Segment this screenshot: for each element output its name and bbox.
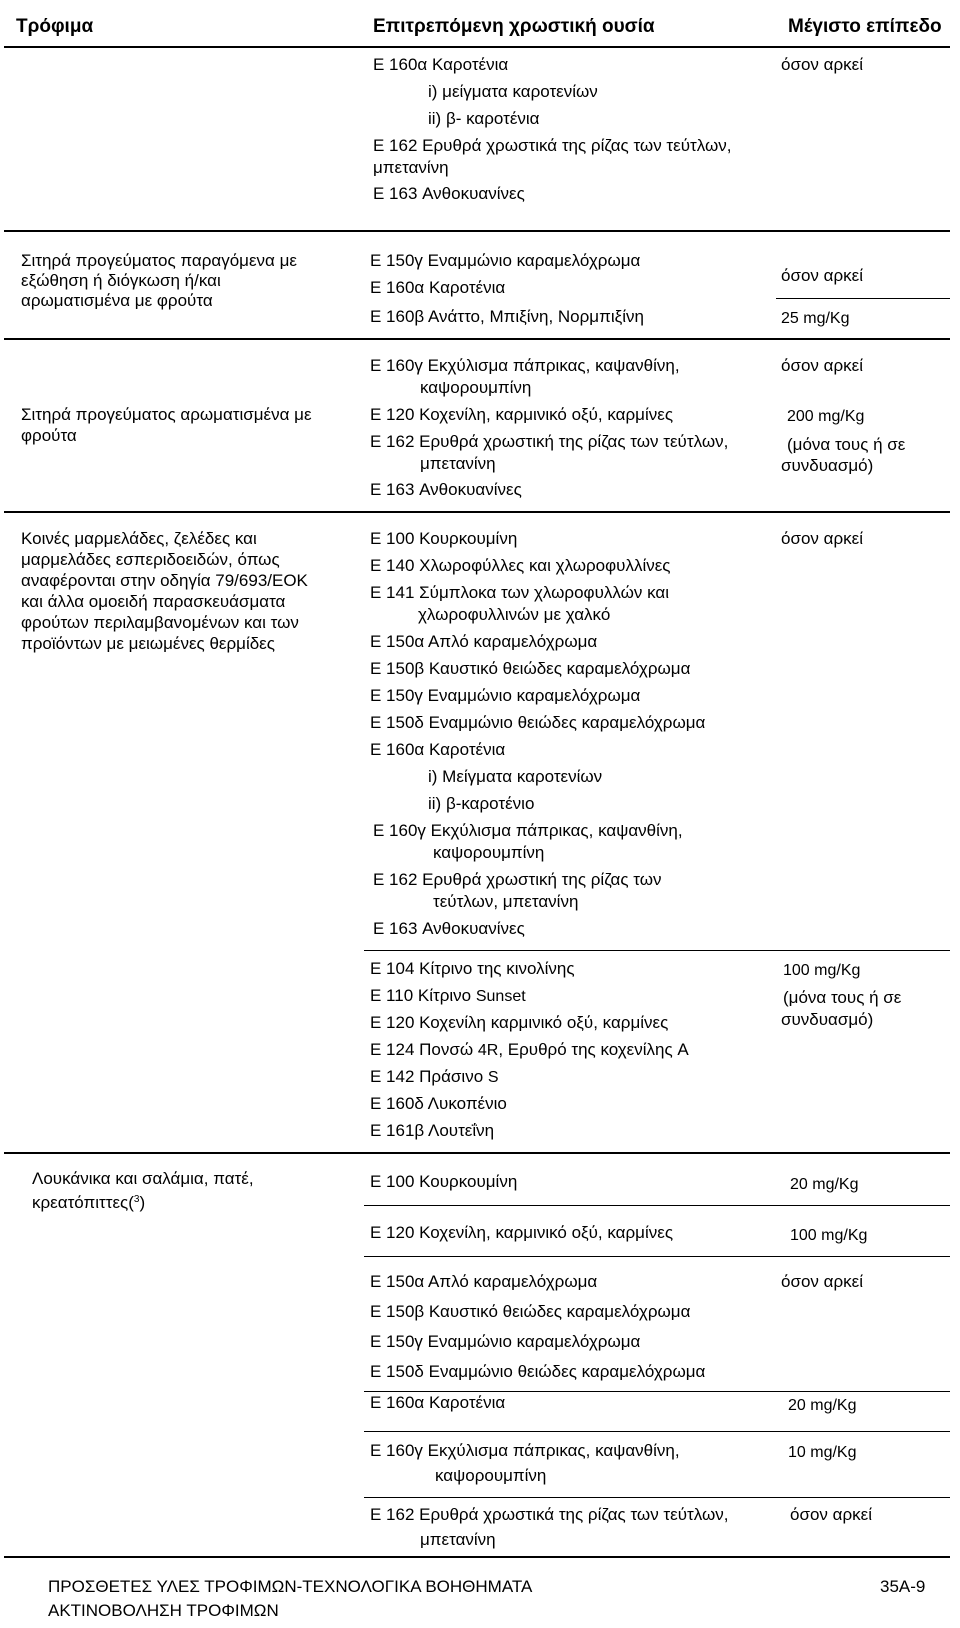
food-item: φρούτα xyxy=(21,426,77,445)
row-divider xyxy=(364,950,950,951)
row-divider xyxy=(364,1497,950,1498)
max-level: όσον αρκεί xyxy=(781,1272,863,1291)
colour-item: E 150δ Εναμμώνιο θειώδες καραμελόχρωμα xyxy=(370,713,706,732)
colour-item: ii) β-καροτένιο xyxy=(428,794,535,813)
food-item: Σιτηρά προγεύματος παραγόμενα με xyxy=(21,251,297,270)
colour-item: E 104 Κίτρινο της κινολίνης xyxy=(370,959,575,978)
colour-item: E 120 Κοχενίλη, καρμινικό οξύ, καρμίνες xyxy=(370,405,674,424)
food-item: προϊόντων με μειωμένες θερμίδες xyxy=(21,634,275,653)
page-number: 35Α-9 xyxy=(880,1577,926,1596)
colour-item: τεύτλων, μπετανίνη xyxy=(433,892,579,911)
colour-item: E 140 Χλωροφύλλες και χλωροφυλλίνες xyxy=(370,556,671,575)
colour-item: E 120 Κοχενίλη καρμινικό οξύ, καρμίνες xyxy=(370,1013,669,1032)
colour-item: E 150δ Εναμμώνιο θειώδες καραμελόχρωμα xyxy=(370,1362,706,1381)
header-food: Τρόφιμα xyxy=(16,16,94,37)
max-level: όσον αρκεί xyxy=(781,55,863,74)
max-level: όσον αρκεί xyxy=(781,356,863,375)
cell-divider xyxy=(776,298,950,299)
max-level-note: συνδυασμό) xyxy=(781,1010,874,1029)
colour-item: E 160α Καροτένια xyxy=(373,55,509,74)
colour-item: E 150β Καυστικό θειώδες καραμελόχρωμα xyxy=(370,659,691,678)
colour-item: E 163 Ανθοκυανίνες xyxy=(373,184,525,203)
colour-item: E 150α Απλό καραμελόχρωμα xyxy=(370,1272,598,1291)
colour-item: E 160α Καροτένια xyxy=(370,1393,506,1412)
max-level: όσον αρκεί xyxy=(781,266,863,285)
food-item: Σιτηρά προγεύματος αρωματισμένα με xyxy=(21,405,312,424)
max-level: 10 mg/Kg xyxy=(788,1444,857,1461)
colour-item: E 124 Πονσώ 4R, Ερυθρό της κοχενίλης A xyxy=(370,1040,689,1059)
colour-item: E 162 Ερυθρά χρωστική της ρίζας των τεύτλων, xyxy=(370,432,729,451)
food-item: κρεατόπιττες($^3$) xyxy=(32,1193,146,1212)
colour-item: E 161β Λουτεΐνη xyxy=(370,1121,495,1140)
food-item: εξώθηση ή διόγκωση ή/και xyxy=(21,271,221,290)
food-item: και άλλα ομοειδή παρασκευάσματα xyxy=(21,592,286,611)
header-colour: Επιτρεπόμενη χρωστική ουσία xyxy=(373,16,655,37)
colour-item: E 160γ Εκχύλισμα πάπρικας, καψανθίνη, xyxy=(370,1441,680,1460)
max-level: 100 mg/Kg xyxy=(790,1227,868,1244)
food-item: φρούτων περιλαμβανομένων και των xyxy=(21,613,299,632)
colour-item: E 160δ Λυκοπένιο xyxy=(370,1094,507,1113)
colour-item: E 150γ Εναμμώνιο καραμελόχρωμα xyxy=(370,1332,641,1351)
row-divider xyxy=(364,1205,950,1206)
row-divider xyxy=(4,230,950,232)
max-level: 20 mg/Kg xyxy=(788,1397,857,1414)
table-bottom-rule xyxy=(4,1556,950,1558)
colour-item: μπετανίνη xyxy=(420,454,496,473)
food-item: Κοινές μαρμελάδες, ζελέδες και xyxy=(21,529,257,548)
colour-item: E 160α Καροτένια xyxy=(370,740,506,759)
colour-item: E 110 Κίτρινο Sunset xyxy=(370,986,526,1005)
colour-item: E 162 Ερυθρά χρωστική της ρίζας των xyxy=(373,870,662,889)
colour-item: E 163 Ανθοκυανίνες xyxy=(373,919,525,938)
colour-item: i) μείγματα καροτενίων xyxy=(428,82,598,101)
colour-item: E 160β Ανάττο, Μπιξίνη, Νορμπιξίνη xyxy=(370,307,644,326)
row-divider xyxy=(4,511,950,513)
colour-item: E 160γ Εκχύλισμα πάπρικας, καψανθίνη, xyxy=(373,821,683,840)
colour-item: μπετανίνη xyxy=(373,158,449,177)
colour-item: E 141 Σύμπλοκα των χλωροφυλλών και xyxy=(370,583,670,602)
food-item: αναφέρονται στην οδηγία 79/693/ΕΟΚ xyxy=(21,571,308,590)
food-item: μαρμελάδες εσπεριδοειδών, όπως xyxy=(21,550,280,569)
max-level-note: συνδυασμό) xyxy=(781,456,874,475)
row-divider xyxy=(364,1431,950,1432)
colour-item: E 100 Κουρκουμίνη xyxy=(370,529,518,548)
row-divider xyxy=(364,1256,950,1257)
max-level: 20 mg/Kg xyxy=(790,1176,859,1193)
food-item: αρωματισμένα με φρούτα xyxy=(21,291,213,310)
colour-item: E 163 Ανθοκυανίνες xyxy=(370,480,522,499)
colour-item: μπετανίνη xyxy=(420,1530,496,1549)
max-level: 100 mg/Kg xyxy=(783,962,861,979)
max-level-note: (μόνα τους ή σε xyxy=(787,435,906,454)
colour-item: ii) β- καροτένια xyxy=(428,109,540,128)
colour-item: E 160γ Εκχύλισμα πάπρικας, καψανθίνη, xyxy=(370,356,680,375)
max-level: όσον αρκεί xyxy=(790,1505,872,1524)
max-level: όσον αρκεί xyxy=(781,529,863,548)
colour-item: E 150α Απλό καραμελόχρωμα xyxy=(370,632,598,651)
max-level: 25 mg/Kg xyxy=(781,310,850,327)
max-level-note: (μόνα τους ή σε xyxy=(783,988,902,1007)
colour-item: καψορουμπίνη xyxy=(435,1466,547,1485)
colour-item: i) Μείγματα καροτενίων xyxy=(428,767,603,786)
colour-item: E 100 Κουρκουμίνη xyxy=(370,1172,518,1191)
colour-item: E 150γ Εναμμώνιο καραμελόχρωμα xyxy=(370,251,641,270)
colour-item: χλωροφυλλινών με χαλκό xyxy=(418,605,611,624)
header-max-level: Μέγιστο επίπεδο xyxy=(788,16,942,37)
colour-item: E 120 Κοχενίλη, καρμινικό οξύ, καρμίνες xyxy=(370,1223,674,1242)
footer-title: ΠΡΟΣΘΕΤΕΣ ΥΛΕΣ ΤΡΟΦΙΜΩΝ-ΤΕΧΝΟΛΟΓΙΚΑ ΒΟΗΘΗΜΑΤΑ xyxy=(48,1577,533,1596)
colour-item: E 150γ Εναμμώνιο καραμελόχρωμα xyxy=(370,686,641,705)
row-divider xyxy=(4,338,950,340)
colour-item: E 150β Καυστικό θειώδες καραμελόχρωμα xyxy=(370,1302,691,1321)
max-level: 200 mg/Kg xyxy=(787,408,865,425)
colour-item: E 162 Ερυθρά χρωστικά της ρίζας των τεύτλων, xyxy=(373,136,732,155)
colour-item: E 142 Πράσινο S xyxy=(370,1067,499,1086)
row-divider xyxy=(4,1152,950,1154)
colour-item: E 162 Ερυθρά χρωστικά της ρίζας των τεύτλων, xyxy=(370,1505,729,1524)
colour-item: καψορουμπίνη xyxy=(433,843,545,862)
food-item: Λουκάνικα και σαλάμια, πατέ, xyxy=(32,1169,254,1188)
colour-item: E 160α Καροτένια xyxy=(370,278,506,297)
colour-item: καψορουμπίνη xyxy=(420,378,532,397)
header-rule xyxy=(4,46,950,48)
footer-subtitle: ΑΚΤΙΝΟΒΟΛΗΣΗ ΤΡΟΦΙΜΩΝ xyxy=(48,1601,279,1620)
